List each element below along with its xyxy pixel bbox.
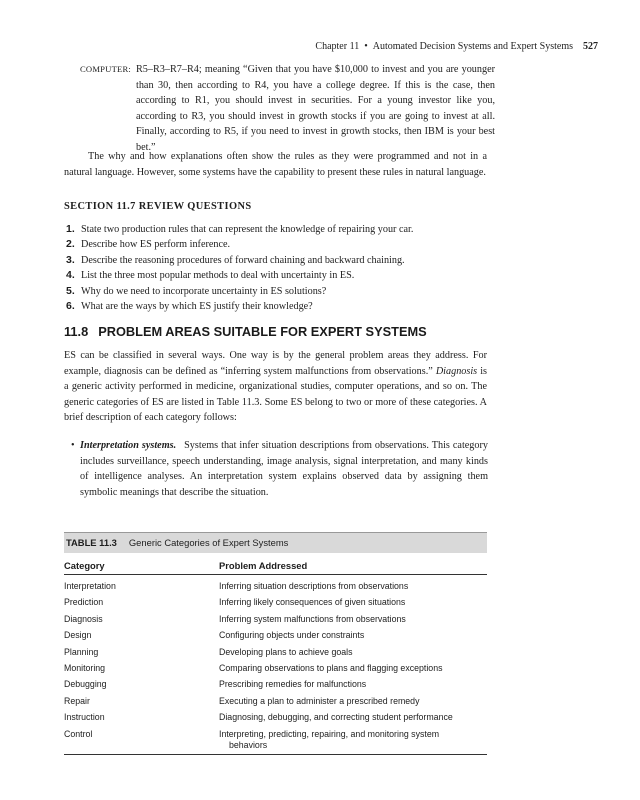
table-row: Diagnosis Inferring system malfunctions from observations — [64, 613, 406, 624]
table-row: Prediction Inferring likely consequences of given situations — [64, 597, 406, 608]
table-row: Design Configuring objects under constraints — [64, 630, 365, 641]
section-title: PROBLEM AREAS SUITABLE FOR EXPERT SYSTEMS — [98, 324, 427, 339]
header-separator: • — [364, 41, 368, 52]
page-number: 527 — [583, 41, 598, 52]
review-question: 4. List the three most popular methods to deal with uncertainty in ES. — [66, 269, 355, 282]
review-question: 1. State two production rules that can represent the knowledge of repairing your car. — [66, 223, 414, 235]
paragraph-why-how: The why and how explanations often show the rules as they were programmed and not in a natural language. However, some systems have the capability to present these rules in natural language. — [64, 151, 487, 178]
running-header — [315, 41, 598, 52]
review-question: 3. Describe the reasoning procedures of forward chaining and backward chaining. — [66, 253, 405, 266]
bullet-marker: • — [71, 440, 75, 451]
emphasis-diagnosis: Diagnosis — [435, 365, 478, 377]
chapter-label: Chapter 11 — [315, 41, 360, 52]
paragraph-es-classification: ES can be classified in several ways. One way is by the general problem areas they address. For example, diagnosis can be defined as “inferring system malfunctions from observations.” Diagnosis is a generic activity performed in medicine, organizational studies, computer operations, and so on. The generic categories of ES are listed in Table 11.3. Some ES belong to two or more of these categories. A brief description of each category follows: — [64, 350, 487, 423]
column-header-problem: Problem Addressed — [219, 560, 308, 571]
computer-dialog — [80, 62, 495, 155]
bullet-term: Interpretation systems. — [80, 440, 177, 451]
table-header-row — [64, 557, 487, 575]
section-number: 11.8 — [64, 324, 89, 339]
review-question: 6. What are the ways by which ES justify their knowledge? — [66, 299, 313, 312]
bullet-text: Systems that infer situation descriptions from observations. This category includes surveillance, speech understanding, image analysis, signal interpretation, and many kinds of intelligence analyses. An interpretation system explains observed data by assigning them symbolic meanings that describe the situation. — [80, 440, 488, 498]
table-row: Debugging Prescribing remedies for malfunctions — [64, 679, 367, 690]
table-row: Control Interpreting, predicting, repairing, and monitoring system behaviors — [64, 728, 440, 750]
table-label: TABLE 11.3 — [66, 537, 117, 548]
table-row: Monitoring Comparing observations to plans and flagging exceptions — [64, 662, 443, 673]
dialog-speaker: COMPUTER: — [80, 64, 131, 74]
table-row: Interpretation Inferring situation descriptions from observations — [64, 581, 409, 591]
table-row: Repair Executing a plan to administer a prescribed remedy — [64, 695, 420, 706]
table-11-3 — [64, 532, 487, 755]
table-body — [64, 575, 487, 755]
table-row: Planning Developing plans to achieve goals — [64, 646, 353, 657]
table-row: Instruction Diagnosing, debugging, and correcting student performance — [64, 712, 453, 723]
table-title: Generic Categories of Expert Systems — [128, 537, 289, 548]
chapter-title: Automated Decision Systems and Expert Systems — [372, 41, 573, 52]
table-caption — [64, 532, 487, 553]
dialog-text: R5–R3–R7–R4; meaning “Given that you have $10,000 to invest and you are younger than 30, then according to R4, you have a college degree. If this is the case, then according to R1, you should invest in securities. For a young investor like you, according to R3, you should invest in growth stocks if you are going to invest at all. Finally, according to R5, if you need to invest in growth stocks, then IBM is your best bet.” — [136, 64, 495, 153]
section-heading — [64, 324, 427, 339]
bullet-interpretation-systems — [71, 438, 488, 500]
column-header-category: Category — [64, 560, 105, 571]
review-questions-heading: SECTION 11.7 REVIEW QUESTIONS — [64, 201, 252, 212]
review-question: 2. Describe how ES perform inference. — [66, 238, 231, 251]
review-questions-list — [64, 222, 489, 314]
review-question: 5. Why do we need to incorporate uncertainty in ES solutions? — [66, 284, 327, 297]
